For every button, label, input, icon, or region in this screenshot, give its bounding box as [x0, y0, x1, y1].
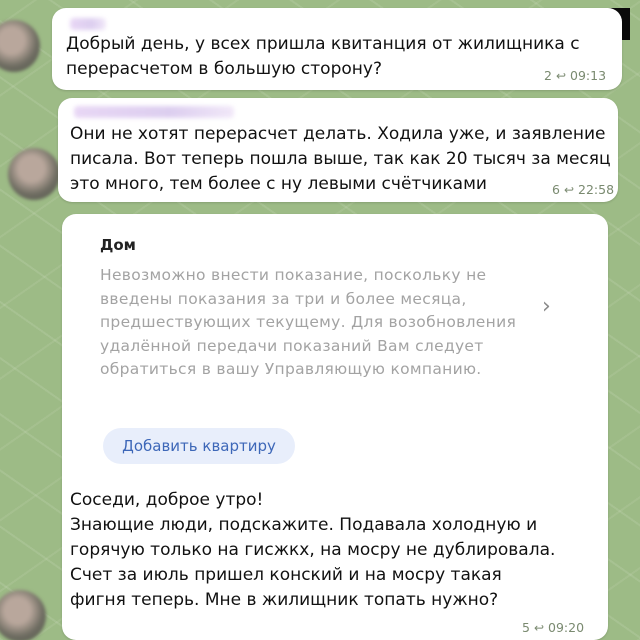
reply-count: 2: [544, 68, 552, 83]
reply-icon[interactable]: ↩: [533, 620, 545, 635]
sender-name-blurred: [70, 18, 106, 30]
message-meta: [552, 182, 614, 197]
sender-name-blurred: [74, 106, 234, 118]
card-title: Дом: [100, 236, 136, 254]
avatar[interactable]: [0, 20, 40, 72]
message-meta: [522, 620, 584, 635]
message-text: Добрый день, у всех пришла квитанция от жилищника с перерасчетом в большую сторону?: [66, 34, 580, 79]
card-notice: Невозможно внести показание, поскольку не введены показания за три и более месяца, предшествующих текущему. Для возобновления удалённой передачи показаний Вам следует обратиться в вашу Управляющую компанию.: [100, 266, 517, 378]
avatar[interactable]: [8, 148, 60, 200]
chevron-right-icon[interactable]: ›: [542, 294, 551, 319]
reply-count: 5: [522, 620, 530, 635]
message-meta: [544, 68, 606, 83]
reply-icon[interactable]: ↩: [563, 182, 575, 197]
avatar[interactable]: [0, 590, 46, 640]
message-time: 09:13: [570, 68, 607, 83]
reply-icon[interactable]: ↩: [555, 68, 567, 83]
add-apartment-button[interactable]: Добавить квартиру: [103, 428, 295, 464]
message-text: Они не хотят перерасчет делать. Ходила уже, и заявление писала. Вот теперь пошла выше, так как 20 тысяч за месяц это много, тем более с ну левыми счётчиками: [70, 124, 611, 194]
message-time: 22:58: [578, 182, 615, 197]
reply-count: 6: [552, 182, 560, 197]
message-time: 09:20: [548, 620, 585, 635]
message-text: Соседи, доброе утро! Знающие люди, подскажите. Подавала холодную и горячую только на гисжкх, на мосру не дублировала. Счет за июль пришел конский и на мосру такая фигня теперь. Мне в жилищник топать нужно?: [70, 490, 556, 610]
